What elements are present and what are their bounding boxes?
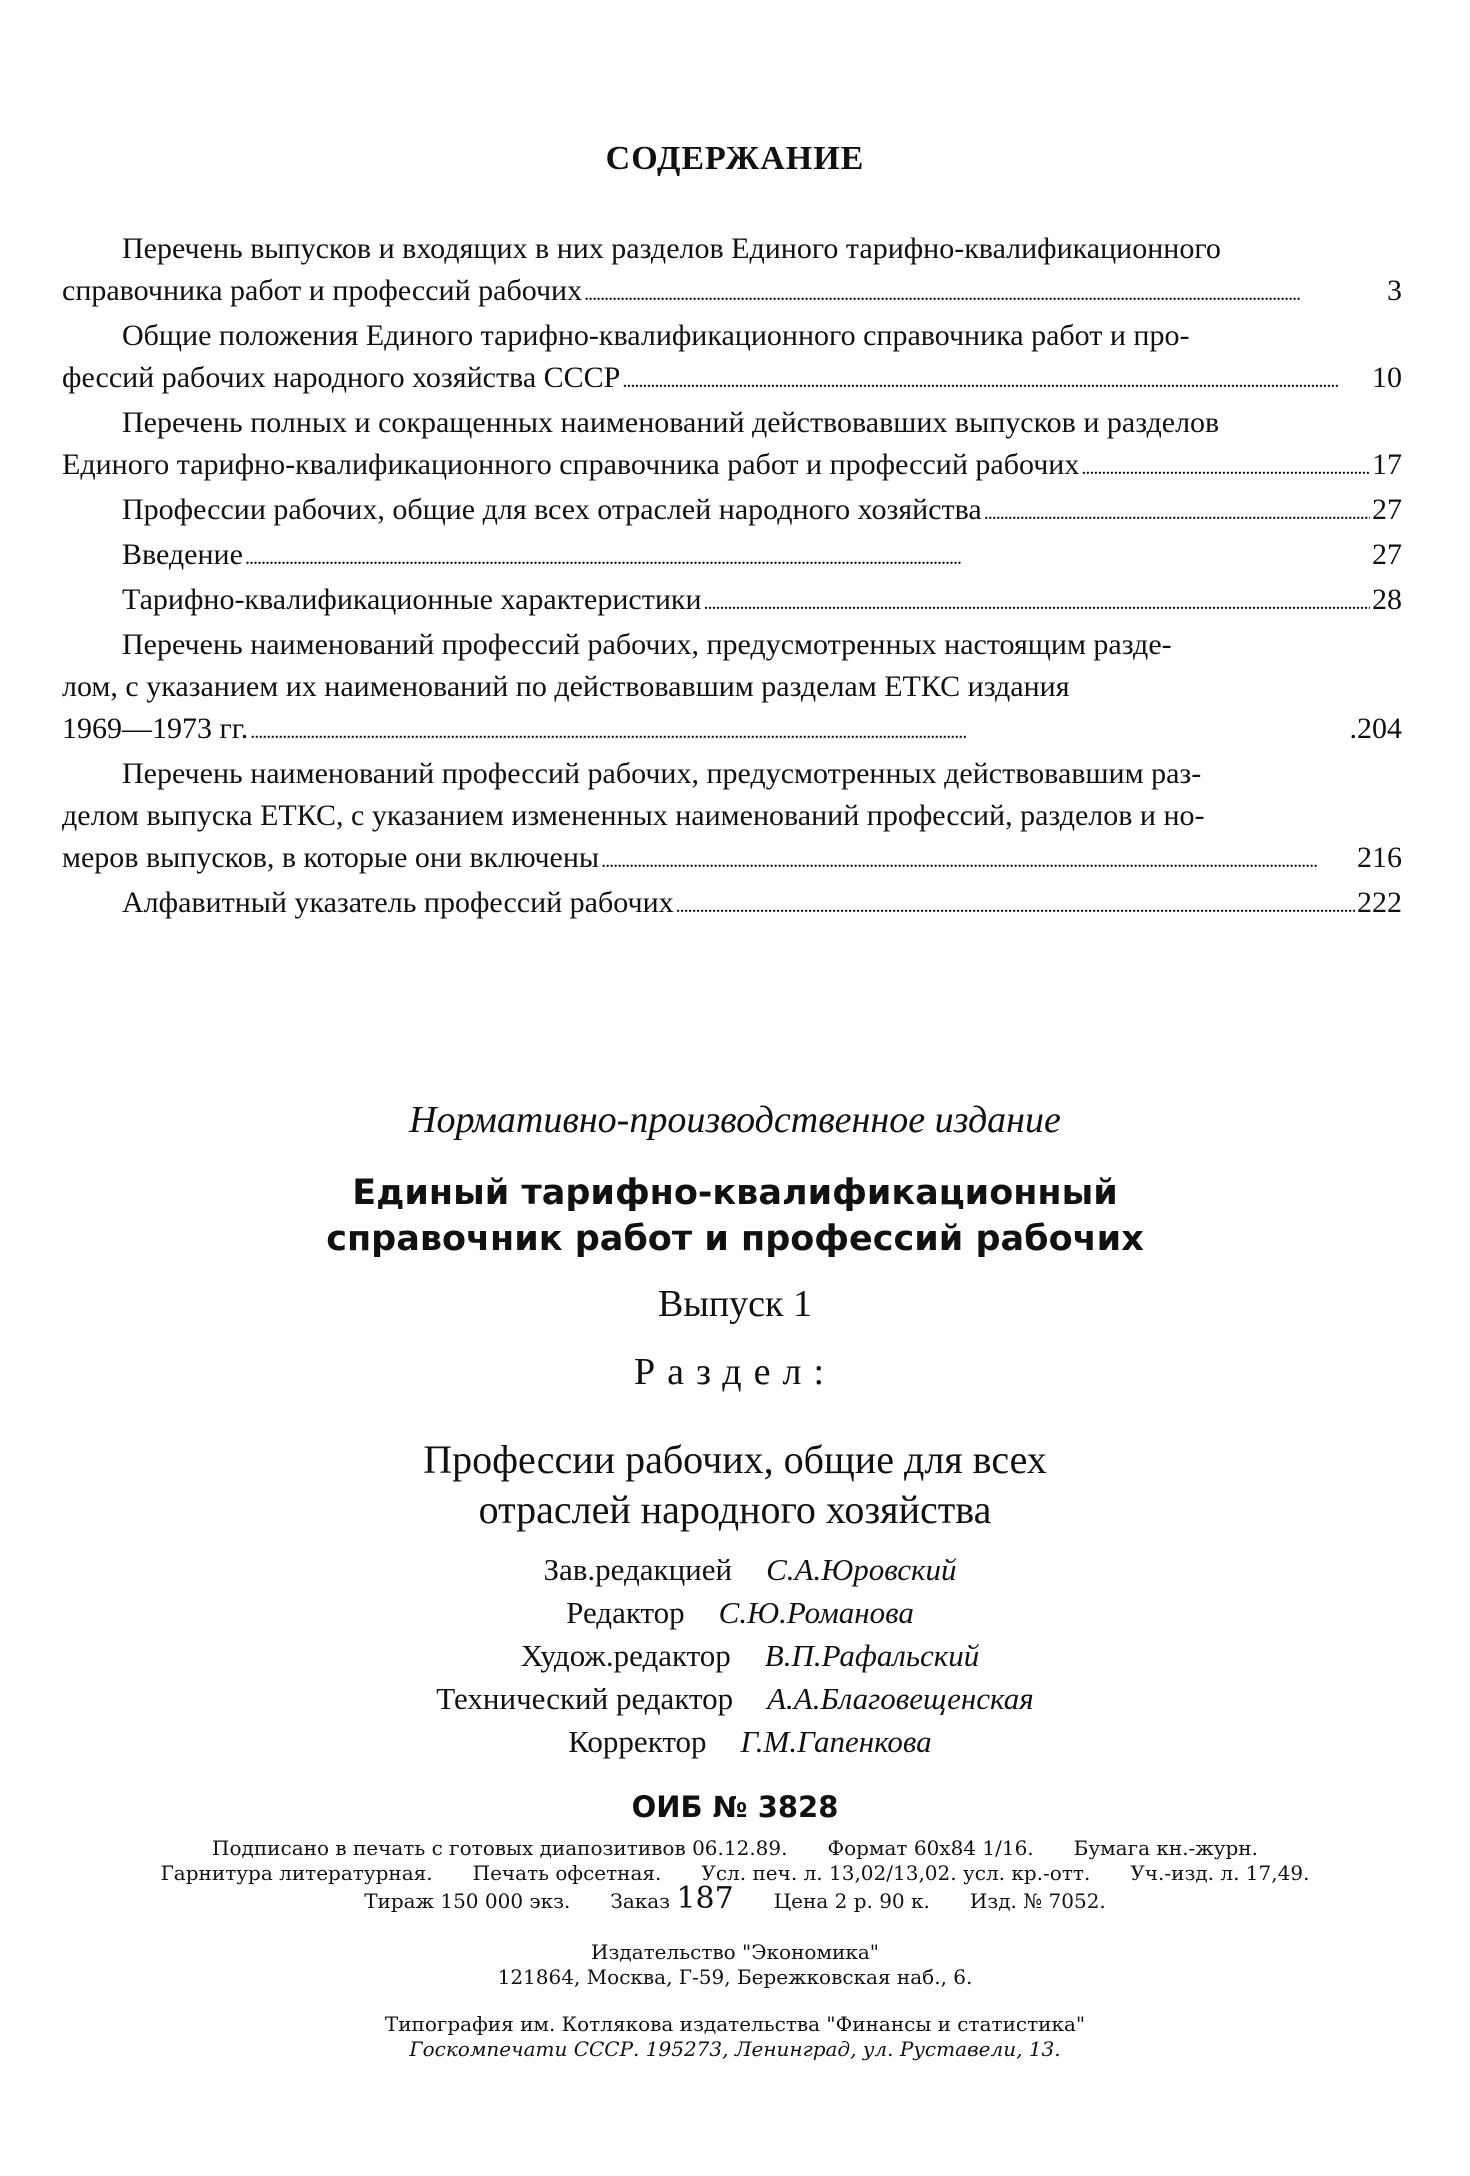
toc-page-number: .204 [1349, 712, 1402, 745]
toc-entry [62, 624, 1402, 753]
publisher-name: Издательство "Экономика" [591, 1940, 879, 1964]
toc-entry-last-line [62, 444, 1402, 489]
credit-role: Худож.редактор [520, 1638, 731, 1673]
toc-leader-dots [250, 708, 1347, 753]
order-label: Заказ [610, 1889, 671, 1913]
editorial-credits [0, 1548, 1470, 1763]
toc-entry-text: Тарифно-квалификационные характеристики [122, 583, 702, 616]
print-details-line [0, 1836, 1470, 1861]
credit-name: А.А.Благовещенская [767, 1681, 1034, 1716]
credit-role: Редактор [566, 1595, 685, 1630]
toc-entry-text: 1969—1973 гг. [62, 712, 249, 745]
toc-page-number: 222 [1357, 886, 1402, 919]
toc-entry-text: Перечень выпусков и входящих в них разделов Единого тарифно-квалификационного [122, 232, 1221, 265]
printing-method: Печать офсетная. [472, 1861, 662, 1885]
book-title [0, 1170, 1470, 1262]
toc-page-number: 17 [1372, 448, 1402, 481]
toc-entry-last-line [62, 270, 1402, 315]
toc-entry [62, 315, 1402, 402]
toc-page-number: 10 [1372, 361, 1402, 394]
toc-leader-dots [704, 579, 1370, 624]
credit-row [0, 1591, 1470, 1634]
toc-leader-dots [984, 489, 1370, 534]
toc-entry-text: фессий рабочих народного хозяйства СССР [62, 361, 621, 394]
section-title-line: Профессии рабочих, общие для всех [423, 1437, 1047, 1482]
toc-entry [62, 753, 1402, 882]
section-title [0, 1435, 1470, 1535]
toc-entry-text: Введение [122, 538, 243, 571]
toc-entry-text: Алфавитный указатель профессий рабочих [122, 886, 674, 919]
order-number: 187 [676, 1881, 734, 1916]
toc-page-number: 27 [1372, 493, 1402, 526]
credit-row [0, 1720, 1470, 1763]
toc-entry-text: Перечень наименований профессий рабочих, предусмотренных действовавшим раз- [122, 757, 1202, 790]
toc-leader-dots [676, 882, 1355, 927]
toc-entry-last-line [62, 579, 1402, 624]
signed-to-print: Подписано в печать с готовых диапозитивов 06.12.89. [212, 1836, 788, 1860]
toc-entry-text: справочника работ и профессий рабочих [62, 274, 583, 307]
credit-name: Г.М.Гапенкова [740, 1724, 932, 1759]
toc-entry [62, 579, 1402, 624]
format: Формат 60х84 1/16. [827, 1836, 1034, 1860]
toc-entry-text: Перечень полных и сокращенных наименований действовавших выпусков и разделов [122, 406, 1220, 439]
printed-sheets: Усл. печ. л. 13,02/13,02. [701, 1861, 957, 1885]
toc-leader-dots [245, 534, 1370, 579]
toc-entry-last-line [62, 882, 1402, 927]
toc-leader-dots [622, 357, 1370, 402]
credit-row [0, 1548, 1470, 1591]
toc-leader-dots [1081, 444, 1370, 489]
print-details-line [0, 1861, 1470, 1886]
credit-role: Зав.редакцией [543, 1552, 733, 1587]
credit-row [0, 1677, 1470, 1720]
toc-page-number: 216 [1357, 841, 1402, 874]
publisher-info [0, 1940, 1470, 1990]
toc-entry-text: делом выпуска ЕТКС, с указанием измененных наименований профессий, разделов и но- [62, 799, 1205, 832]
section-title-line: отраслей народного хозяйства [478, 1487, 992, 1532]
toc-entry-text: лом, с указанием их наименований по действовавшим разделам ЕТКС издания [62, 670, 1070, 703]
printer-info [0, 2012, 1470, 2062]
publisher-address: 121864, Москва, Г-59, Бережковская наб., 6. [497, 1965, 973, 1989]
book-title-line: справочник работ и профессий рабочих [326, 1219, 1144, 1259]
toc-entry-last-line [62, 534, 1402, 579]
toc-entry [62, 402, 1402, 489]
credit-role: Технический редактор [436, 1681, 734, 1716]
publication-number: Изд. № 7052. [969, 1889, 1106, 1913]
toc-entry-last-line [62, 837, 1402, 882]
toc-entry-last-line [62, 489, 1402, 534]
section-label: Раздел: [633, 1351, 837, 1393]
toc-entry-text: меров выпусков, в которые они включены [62, 841, 600, 874]
toc-entry-text: Общие положения Единого тарифно-квалификационного справочника работ и про- [122, 319, 1190, 352]
toc-page-number: 27 [1372, 538, 1402, 571]
credit-name: С.А.Юровский [766, 1552, 957, 1587]
table-of-contents [62, 228, 1402, 927]
toc-entry-text: Профессии рабочих, общие для всех отраслей народного хозяйства [122, 493, 982, 526]
toc-entry-last-line [62, 357, 1402, 402]
toc-page-number: 3 [1387, 274, 1402, 307]
toc-entry [62, 228, 1402, 315]
toc-leader-dots [584, 270, 1385, 315]
price: Цена 2 р. 90 к. [773, 1889, 930, 1913]
edition-sheets: Уч.-изд. л. 17,49. [1130, 1861, 1310, 1885]
print-details [0, 1836, 1470, 1914]
paper: Бумага кн.-журн. [1073, 1836, 1258, 1860]
printer-address: Госкомпечати СССР. 195273, Ленинград, ул. Руставели, 13. [409, 2037, 1061, 2061]
printer-name: Типография им. Котлякова издательства "Финансы и статистика" [384, 2012, 1086, 2036]
toc-entry [62, 882, 1402, 927]
toc-entry [62, 489, 1402, 534]
print-run: Тираж 150 000 экз. [364, 1889, 571, 1913]
issue-number: Выпуск 1 [657, 1283, 813, 1325]
toc-title: СОДЕРЖАНИЕ [605, 140, 865, 177]
toc-entry-text: Единого тарифно-квалификационного справочника работ и профессий рабочих [62, 448, 1080, 481]
toc-leader-dots [601, 837, 1355, 882]
publication-type: Нормативно-производственное издание [409, 1099, 1061, 1141]
typeface: Гарнитура литературная. [160, 1861, 433, 1885]
toc-page-number: 28 [1372, 583, 1402, 616]
toc-entry-text: Перечень наименований профессий рабочих, предусмотренных настоящим разде- [122, 628, 1172, 661]
book-title-line: Единый тарифно-квалификационный [352, 1173, 1118, 1213]
color-sheets: усл. кр.-отт. [962, 1861, 1091, 1885]
oib-number: ОИБ № 3828 [631, 1790, 839, 1824]
credit-name: В.П.Рафальский [764, 1638, 980, 1673]
toc-entry [62, 534, 1402, 579]
toc-entry-last-line [62, 708, 1402, 753]
credit-role: Корректор [568, 1724, 707, 1759]
print-details-line [0, 1881, 1470, 1916]
credit-row [0, 1634, 1470, 1677]
credit-name: С.Ю.Романова [718, 1595, 914, 1630]
